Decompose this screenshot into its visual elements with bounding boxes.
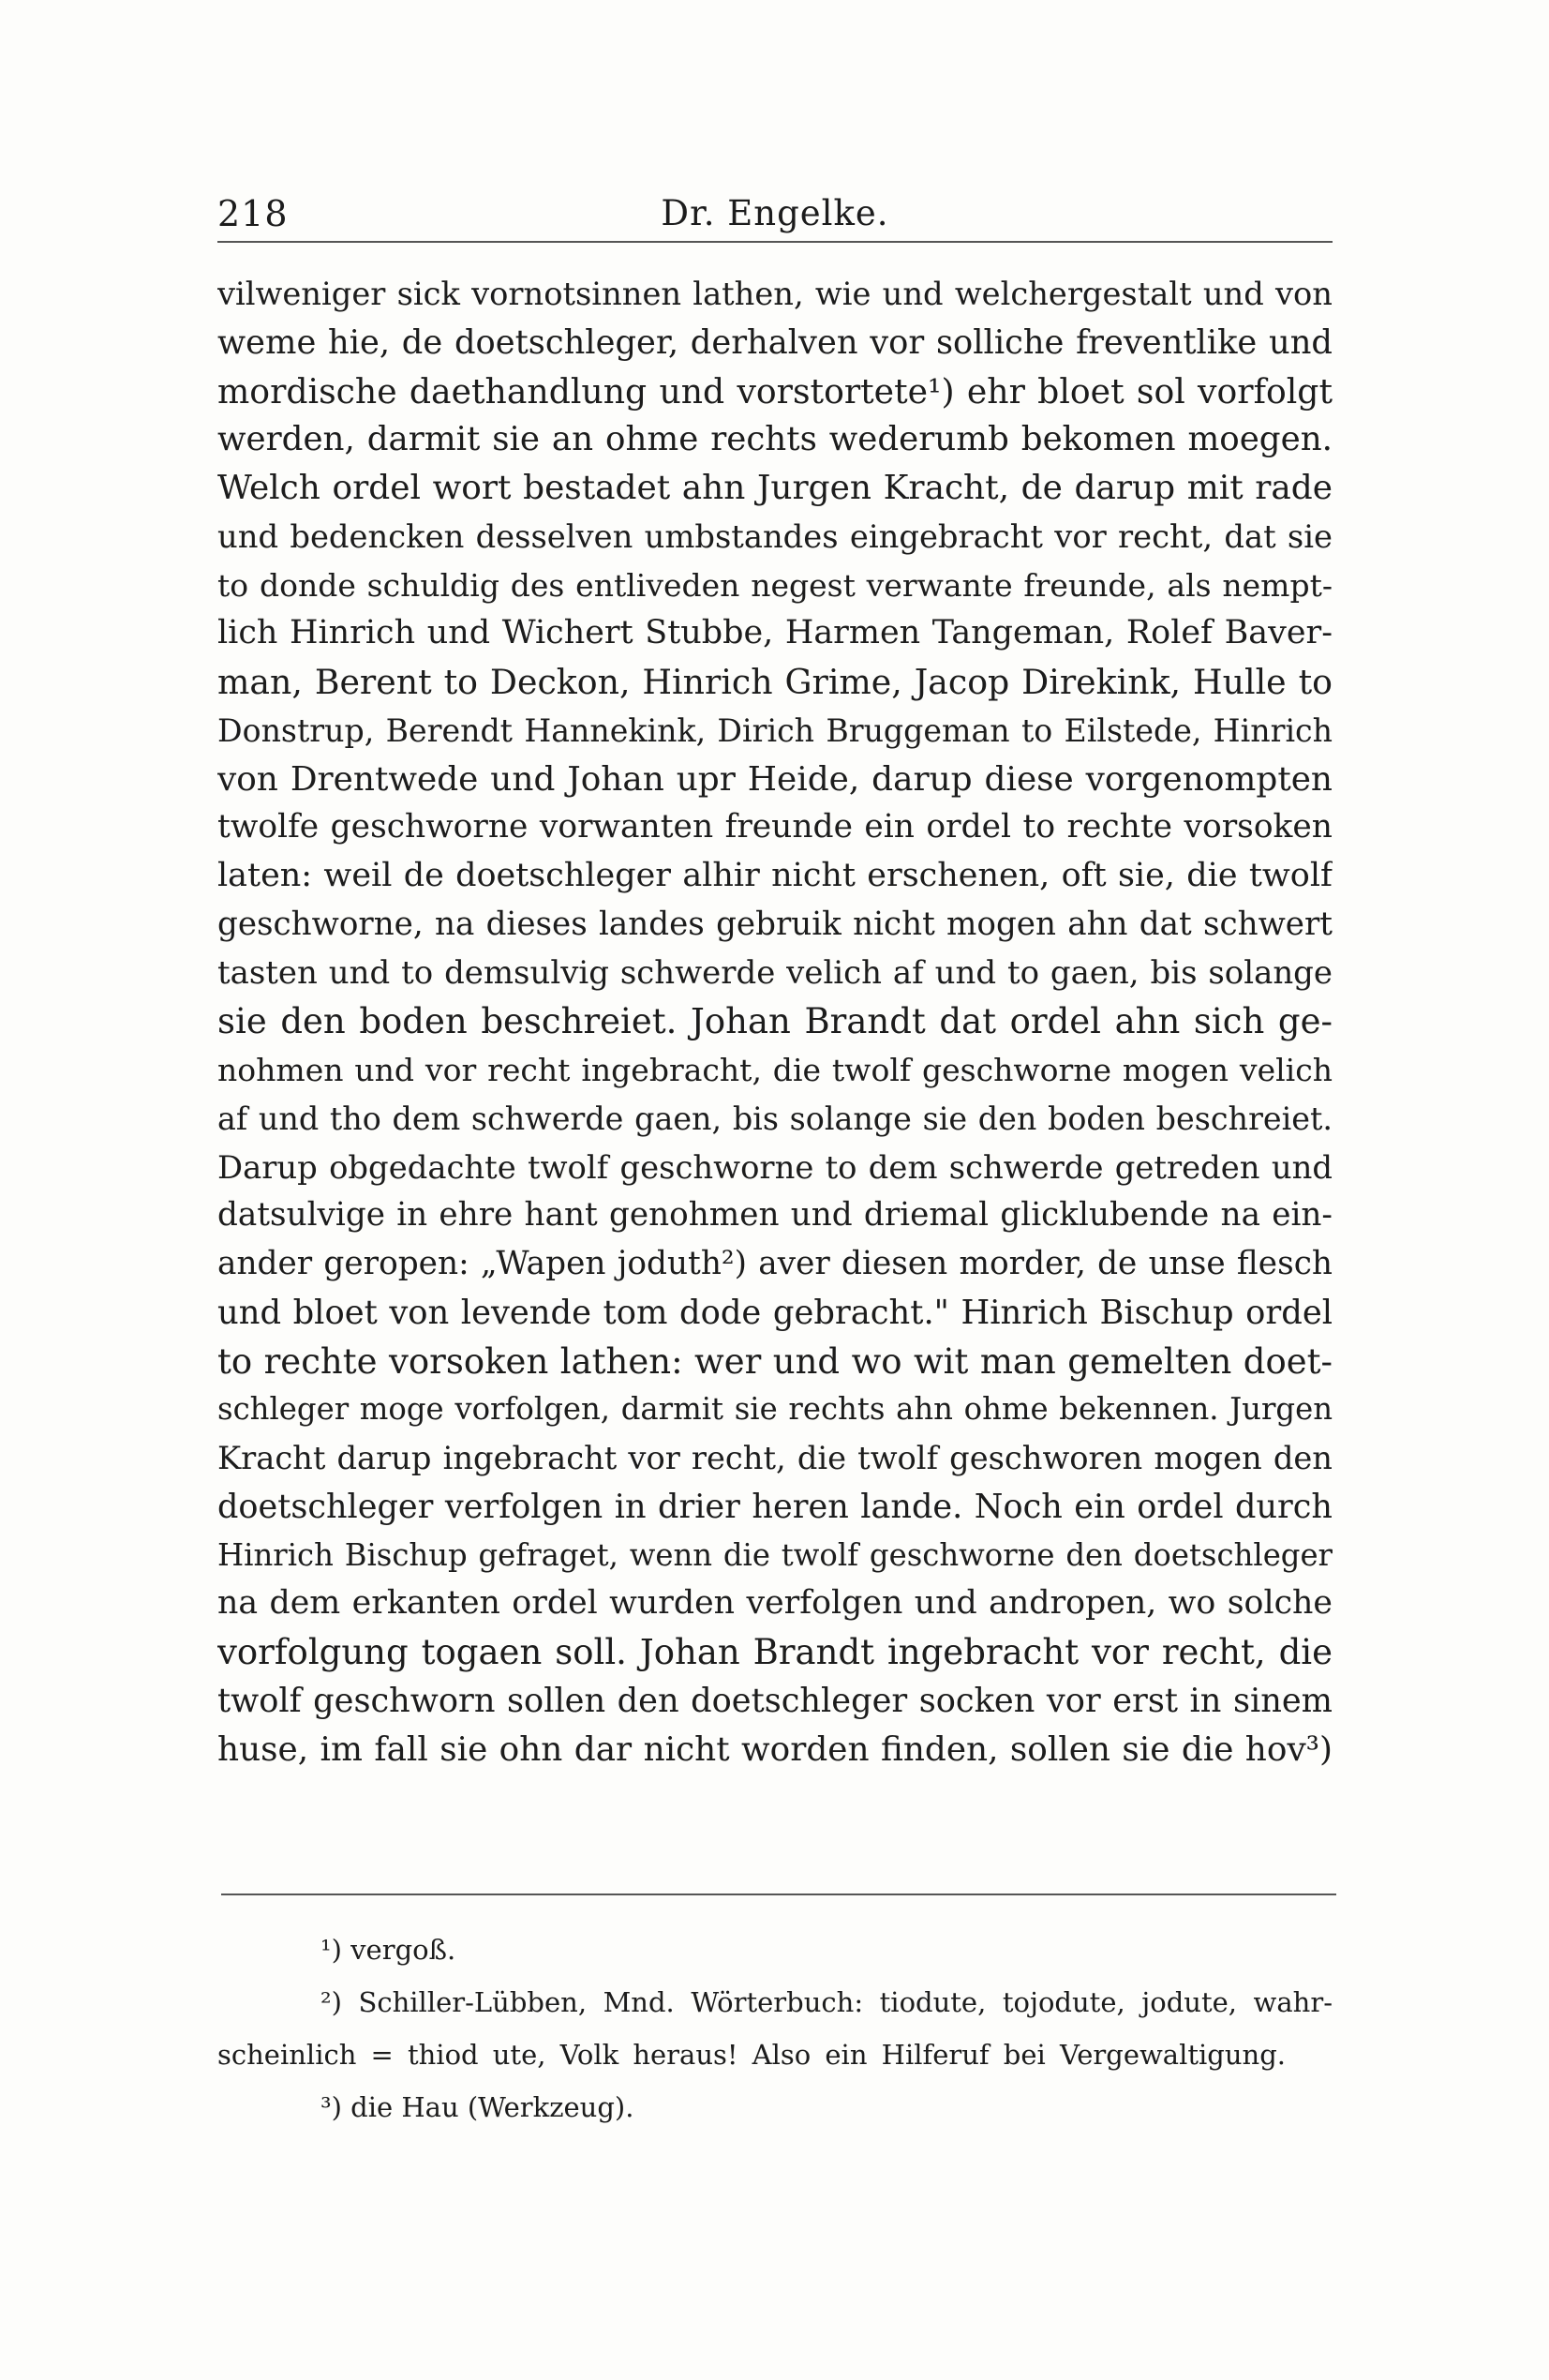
text-line: huse, im fall sie ohn dar nicht worden finden, sollen sie die hov³) [217,1729,1333,1769]
text-line: tasten und to demsulvig schwerde velich af und to gaen, bis solange [217,953,1333,992]
text-line: sie den boden beschreiet. Johan Brandt dat ordel ahn sich ge- [217,1001,1333,1042]
text-line: vorfolgung togaen soll. Johan Brandt ingebracht vor recht, die [217,1632,1333,1672]
text-line: Donstrup, Berendt Hannekink, Dirich Bruggeman to Eilstede, Hinrich [217,711,1333,749]
text-line: vilweniger sick vornotsinnen lathen, wie und welchergestalt und von [217,276,1333,312]
body-text [217,270,1333,1774]
text-line: to donde schuldig des entliveden negest verwante freunde, als nempt- [217,566,1333,604]
page-number: 218 [217,193,289,234]
text-line: weme hie, de doetschleger, derhalven vor solliche freventlike und [217,322,1333,362]
running-title: Dr. Engelke. [661,193,889,233]
text-line: werden, darmit sie an ohme rechts wederumb bekomen moegen. [217,420,1333,459]
text-line: Darup obgedachte twolf geschworne to dem schwerde getreden und [217,1148,1333,1186]
text-line: Kracht darup ingebracht vor recht, die twolf geschworen mogen den [217,1440,1333,1476]
text-line: Welch ordel wort bestadet ahn Jurgen Kracht, de darup mit rade [217,469,1333,507]
text-line: datsulvige in ehre hant genohmen und driemal glicklubende na ein- [217,1196,1333,1235]
footnotes [217,1923,1333,2133]
header-rule [217,241,1333,243]
text-line: lich Hinrich und Wichert Stubbe, Harmen Tangeman, Rolef Baver- [217,614,1333,652]
text-line: schleger moge vorfolgen, darmit sie rechts ahn ohme bekennen. Jurgen [217,1391,1333,1428]
text-line: na dem erkanten ordel wurden verfolgen und andropen, wo solche [217,1584,1333,1623]
running-head [217,187,1333,244]
footnote-2-continuation: scheinlich = thiod ute, Volk heraus! Also ein Hilferuf bei Vergewaltigung. [217,2039,1286,2071]
text-line: ander geropen: „Wapen joduth²) aver diesen morder, de unse flesch [217,1245,1333,1282]
text-line: doetschleger verfolgen in drier heren lande. Noch ein ordel durch [217,1487,1333,1526]
footnote-3: ³) die Hau (Werkzeug). [320,2091,634,2123]
text-line: to rechte vorsoken lathen: wer und wo wit man gemelten doet- [217,1340,1333,1382]
text-line: Hinrich Bischup gefraget, wenn die twolf geschworne den doetschleger [217,1536,1333,1573]
text-line: nohmen und vor recht ingebracht, die twolf geschworne mogen velich [217,1052,1333,1088]
text-line: man, Berent to Deckon, Hinrich Grime, Jacop Direkink, Hulle to [217,662,1333,702]
footnote-2: ²) Schiller-Lübben, Mnd. Wörterbuch: tiodute, tojodute, jodute, wahr- [320,1986,1333,2018]
text-line: von Drentwede und Johan upr Heide, darup diese vorgenompten [217,759,1333,799]
text-line: mordische daethandlung und vorstortete¹) ehr bloet sol vorfolgt [217,370,1333,412]
footnote-rule [221,1894,1336,1895]
text-line: und bloet von levende tom dode gebracht." Hinrich Bischup ordel [217,1293,1333,1332]
text-line: twolfe geschworne vorwanten freunde ein ordel to rechte vorsoken [217,808,1333,846]
text-line: af und tho dem schwerde gaen, bis solange sie den boden beschreiet. [217,1100,1333,1137]
text-line: laten: weil de doetschleger alhir nicht erschenen, oft sie, die twolf [217,857,1333,894]
footnote-1: ¹) vergoß. [320,1934,456,1966]
text-line: geschworne, na dieses landes gebruik nicht mogen ahn dat schwert [217,905,1333,943]
text-line: und bedencken desselven umbstandes eingebracht vor recht, dat sie [217,517,1333,555]
text-line: twolf geschworn sollen den doetschleger socken vor erst in sinem [217,1681,1333,1720]
